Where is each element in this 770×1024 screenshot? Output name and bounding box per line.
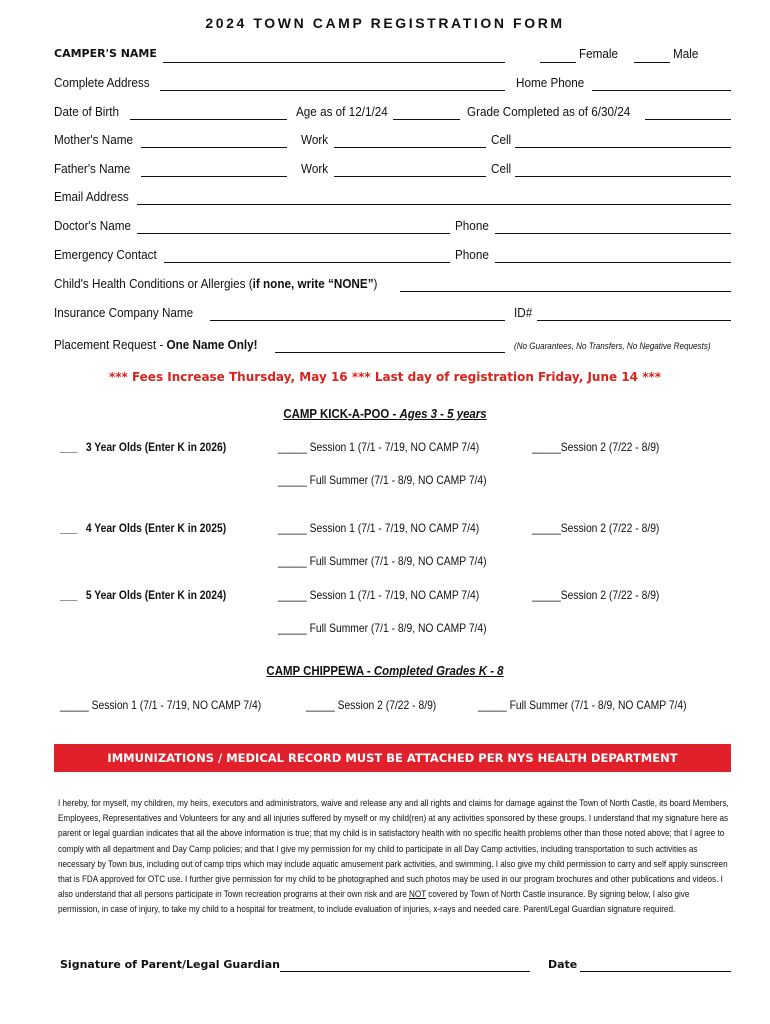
placement-request-field[interactable] xyxy=(275,352,505,353)
doctors-name-field[interactable] xyxy=(137,233,450,234)
immunization-banner: IMMUNIZATIONS / MEDICAL RECORD MUST BE ATTACHED PER NYS HEALTH DEPARTMENT xyxy=(54,744,731,772)
signature-label: Signature of Parent/Legal Guardian xyxy=(60,958,280,971)
kickapoo-4yr-session2[interactable]: _____Session 2 (7/22 - 8/9) xyxy=(532,521,660,535)
insurance-id-label: ID# xyxy=(514,305,533,320)
father-cell-field[interactable] xyxy=(515,176,731,177)
form-title: 2024 TOWN CAMP REGISTRATION FORM xyxy=(205,15,565,31)
kickapoo-3yr-group[interactable]: ___ 3 Year Olds (Enter K in 2026) xyxy=(60,440,227,454)
female-checkbox-line[interactable] xyxy=(540,62,576,63)
kickapoo-3yr-full-summer[interactable]: _____ Full Summer (7/1 - 8/9, NO CAMP 7/4) xyxy=(278,473,487,487)
insurance-field[interactable] xyxy=(210,320,505,321)
placement-one-name: One Name Only! xyxy=(166,337,258,352)
father-work-field[interactable] xyxy=(334,176,486,177)
mothers-name-field[interactable] xyxy=(141,147,287,148)
date-field[interactable] xyxy=(580,971,731,972)
date-of-birth-field[interactable] xyxy=(130,119,287,120)
age-field[interactable] xyxy=(393,119,460,120)
email-label: Email Address xyxy=(54,189,129,204)
grade-completed-field[interactable] xyxy=(645,119,731,120)
kickapoo-3yr-session1[interactable]: _____ Session 1 (7/1 - 7/19, NO CAMP 7/4) xyxy=(278,440,480,454)
insurance-id-field[interactable] xyxy=(537,320,731,321)
signature-field[interactable] xyxy=(280,971,530,972)
mothers-name-label: Mother's Name xyxy=(54,132,133,147)
father-cell-label: Cell xyxy=(491,161,512,176)
fathers-name-label: Father's Name xyxy=(54,161,131,176)
camp-chippewa-title: CAMP CHIPPEWA - Completed Grades K - 8 xyxy=(266,663,504,678)
health-conditions-field[interactable] xyxy=(400,291,731,292)
date-of-birth-label: Date of Birth xyxy=(54,104,120,119)
waiver-paragraph: I hereby, for myself, my children, my heirs, executors and administrators, waive and release any and all rights and claims for damage against the Town of North Castle, its board Members, Employees, Representatives and Volunteers for any and all injuries suffered by myself or my child(ren) at any activities sponsored by these groups. I understand that my signature here as parent or legal guardian indicates that all the above information is true; that my child is in satisfactory health with no specific health problems other than those noted above; that I agree to comply with all department and Day Camp policies; and that I give my permission for my child to participate in all Day Camp activities, including transportation to such activities as necessary by Town bus, including out of camp trips which may include aquatic amusement park activities, and swimming. I also give my child permission to carry and self apply sunscreen that is FDA approved for OTC use. I further give permission for my child to be photographed and such photos may be used in our program brochures and other publications and videos. I also understand that all persons participate in Town recreation programs at their own risk and are NOT covered by Town of North Castle insurance. By signing below, I also give permission, in case of injury, to take my child to a hospital for treatment, to include evaluation of injuries, x-rays and needed care. Parent/Legal Guardian signature required. xyxy=(58,798,729,915)
email-field[interactable] xyxy=(137,204,731,205)
chippewa-full-summer[interactable]: _____ Full Summer (7/1 - 8/9, NO CAMP 7/4) xyxy=(478,698,687,712)
date-label: Date xyxy=(548,958,578,971)
campers-name-label: CAMPER'S NAME xyxy=(54,47,157,60)
health-none-instruction: if none, write “NONE” xyxy=(252,276,374,291)
camp-kickapoo-title: CAMP KICK-A-POO - Ages 3 - 5 years xyxy=(283,406,487,421)
male-label: Male xyxy=(673,46,699,61)
kickapoo-5yr-group[interactable]: ___ 5 Year Olds (Enter K in 2024) xyxy=(60,588,227,602)
home-phone-label: Home Phone xyxy=(516,75,585,90)
placement-note: (No Guarantees, No Transfers, No Negative Requests) xyxy=(514,341,711,351)
kickapoo-3yr-session2[interactable]: _____Session 2 (7/22 - 8/9) xyxy=(532,440,660,454)
mother-work-field[interactable] xyxy=(334,147,486,148)
fathers-name-field[interactable] xyxy=(141,176,287,177)
insurance-label: Insurance Company Name xyxy=(54,305,194,320)
health-conditions-label: Child's Health Conditions or Allergies (if none, write “NONE”) xyxy=(54,276,378,291)
doctor-phone-label: Phone xyxy=(455,218,489,233)
mother-cell-field[interactable] xyxy=(515,147,731,148)
female-label: Female xyxy=(579,46,619,61)
doctors-name-label: Doctor's Name xyxy=(54,218,132,233)
complete-address-field[interactable] xyxy=(160,90,505,91)
mother-cell-label: Cell xyxy=(491,132,512,147)
emergency-contact-field[interactable] xyxy=(164,262,450,263)
chippewa-session2[interactable]: _____ Session 2 (7/22 - 8/9) xyxy=(306,698,437,712)
complete-address-label: Complete Address xyxy=(54,75,150,90)
kickapoo-5yr-session1[interactable]: _____ Session 1 (7/1 - 7/19, NO CAMP 7/4) xyxy=(278,588,480,602)
kickapoo-4yr-full-summer[interactable]: _____ Full Summer (7/1 - 8/9, NO CAMP 7/4) xyxy=(278,554,487,568)
male-checkbox-line[interactable] xyxy=(634,62,670,63)
emergency-contact-label: Emergency Contact xyxy=(54,247,157,262)
doctor-phone-field[interactable] xyxy=(495,233,731,234)
placement-request-label: Placement Request - One Name Only! xyxy=(54,337,258,352)
campers-name-field[interactable] xyxy=(163,62,505,63)
grade-completed-label: Grade Completed as of 6/30/24 xyxy=(467,104,631,119)
chippewa-session1[interactable]: _____ Session 1 (7/1 - 7/19, NO CAMP 7/4) xyxy=(60,698,262,712)
kickapoo-5yr-session2[interactable]: _____Session 2 (7/22 - 8/9) xyxy=(532,588,660,602)
emergency-phone-label: Phone xyxy=(455,247,489,262)
kickapoo-4yr-group[interactable]: ___ 4 Year Olds (Enter K in 2025) xyxy=(60,521,227,535)
kickapoo-5yr-full-summer[interactable]: _____ Full Summer (7/1 - 8/9, NO CAMP 7/4) xyxy=(278,621,487,635)
waiver-not-emphasis: NOT xyxy=(409,889,427,900)
fees-notice: *** Fees Increase Thursday, May 16 *** Last day of registration Friday, June 14 *** xyxy=(108,370,662,384)
kickapoo-4yr-session1[interactable]: _____ Session 1 (7/1 - 7/19, NO CAMP 7/4) xyxy=(278,521,480,535)
home-phone-field[interactable] xyxy=(592,90,731,91)
father-work-label: Work xyxy=(301,161,329,176)
age-label: Age as of 12/1/24 xyxy=(296,104,388,119)
mother-work-label: Work xyxy=(301,132,329,147)
emergency-phone-field[interactable] xyxy=(495,262,731,263)
